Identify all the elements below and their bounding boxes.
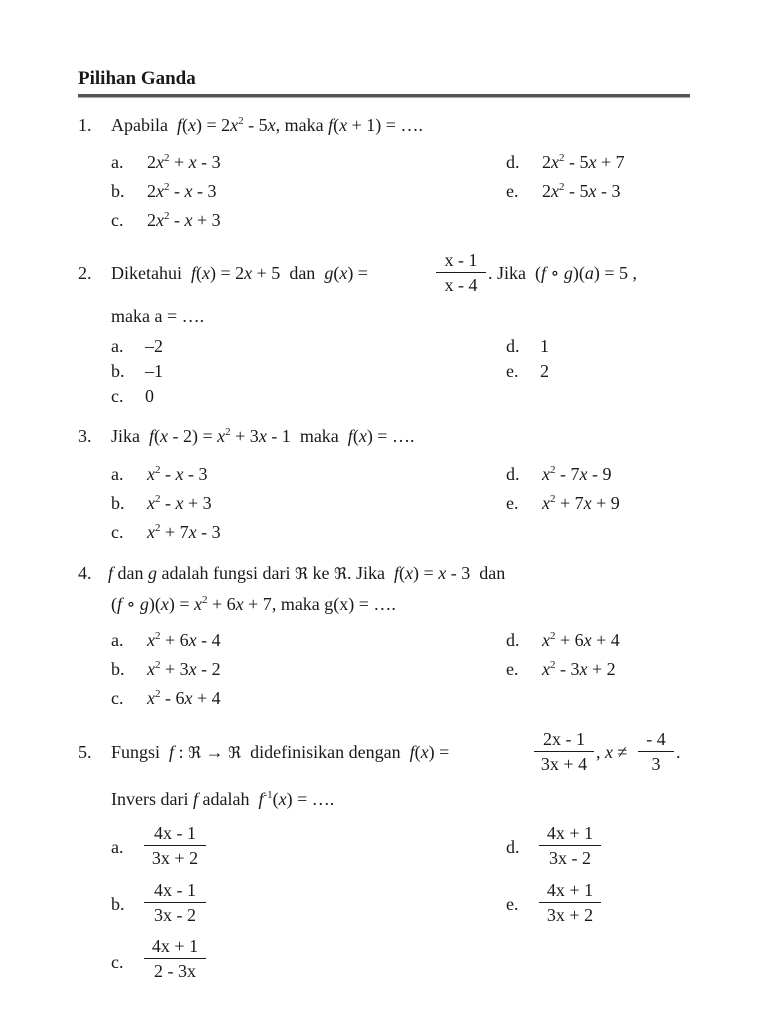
q2-fraction-numerator: x - 1 [444, 250, 478, 270]
q1-option-b: $2x^2$ - x - 3 [147, 181, 217, 201]
q1-option-e: $2x^2 - 5x - 3$ [542, 181, 621, 201]
q2-stem-line2: maka a = …. [111, 306, 205, 326]
q4-stem: f dan g adalah fungsi dari ℜ ke ℜ. Jika f(x) = x - 3 dan [108, 563, 506, 583]
q5-stem-line2: Invers dari f adalah $f^{-1}(x)$ = …. [111, 789, 335, 809]
q1-option-d-label: d. [506, 152, 520, 172]
q4-option-e: $x^2 - 3x + 2$ [542, 659, 616, 679]
q5-fraction-2-denominator: 3 [651, 754, 661, 774]
q5-fraction-2 [638, 727, 674, 776]
q1-number: 1. [78, 115, 92, 135]
q5-fraction-1-denominator: 3x + 4 [540, 754, 588, 774]
q5-option-e: 4x + 1 3x + 2 [539, 878, 601, 927]
q2-option-a-label: a. [111, 336, 124, 356]
q1-option-c-label: c. [111, 210, 124, 230]
q5-period: . [676, 742, 681, 762]
q3-option-b: $x^2 - x + 3$ [147, 493, 212, 513]
q5-option-a: 4x - 1 3x + 2 [144, 821, 206, 870]
q4-option-c-label: c. [111, 688, 124, 708]
q3-option-d-label: d. [506, 464, 520, 484]
q2-fraction-denominator: x - 4 [444, 275, 478, 295]
q5-fraction-1 [534, 727, 594, 776]
q5-option-d: 4x + 1 3x - 2 [539, 821, 601, 870]
q4-option-c: $x^2 - 6x + 4$ [147, 688, 221, 708]
q5-fraction-2-numerator: - 4 [646, 729, 666, 749]
q3-option-d: $x^2 - 7x - 9$ [542, 464, 612, 484]
q5-option-d-label: d. [506, 837, 520, 857]
q2-stem-part1: Diketahui f(x) = 2x + 5 dan g(x) = [111, 263, 368, 283]
q2-number: 2. [78, 263, 92, 283]
q5-option-e-label: e. [506, 894, 519, 914]
q4-number: 4. [78, 563, 92, 583]
q2-option-d: 1 [540, 336, 549, 356]
q5-condition: , x ≠ [596, 742, 628, 762]
q4-option-a-label: a. [111, 630, 124, 650]
q4-option-b: $x^2 + 3x - 2$ [147, 659, 221, 679]
q3-number: 3. [78, 426, 92, 446]
q5-stem-part1: Fungsi f : ℜ → ℜ didefinisikan dengan f(x) = [111, 742, 450, 762]
q2-option-e: 2 [540, 361, 549, 381]
q4-option-e-label: e. [506, 659, 519, 679]
q3-option-a-label: a. [111, 464, 124, 484]
q2-option-c: 0 [145, 386, 154, 406]
q4-option-d-label: d. [506, 630, 520, 650]
q5-option-c: 4x + 1 2 - 3x [144, 934, 206, 983]
q4-option-b-label: b. [111, 659, 125, 679]
q1-stem: Apabila $f(x) = 2x^2 - 5x$, maka f(x + 1) = …. [111, 115, 423, 135]
q2-option-a: –2 [145, 336, 163, 356]
q3-option-e: $x^2 + 7x + 9$ [542, 493, 620, 513]
title-rule [78, 94, 690, 98]
q3-option-e-label: e. [506, 493, 519, 513]
q5-option-a-label: a. [111, 837, 124, 857]
section-title: Pilihan Ganda [78, 68, 196, 89]
q3-stem: Jika $f(x - 2) = x^2 + 3x - 1$ maka f(x) = …. [111, 426, 415, 446]
q2-option-e-label: e. [506, 361, 519, 381]
q5-option-b-label: b. [111, 894, 125, 914]
q2-option-b: –1 [145, 361, 163, 381]
q1-option-a-label: a. [111, 152, 124, 172]
q5-option-c-label: c. [111, 952, 124, 972]
q2-option-b-label: b. [111, 361, 125, 381]
q3-option-a: $x^2$ - x - 3 [147, 464, 208, 484]
q3-option-c: $x^2 + 7x - 3$ [147, 522, 221, 542]
q3-option-b-label: b. [111, 493, 125, 513]
q1-option-e-label: e. [506, 181, 519, 201]
q2-fraction [436, 248, 486, 297]
q2-option-d-label: d. [506, 336, 520, 356]
q4-option-d: $x^2 + 6x + 4$ [542, 630, 620, 650]
q3-option-c-label: c. [111, 522, 124, 542]
q1-option-a: $2x^2 + x - 3$ [147, 152, 221, 172]
q4-option-a: $x^2 + 6x - 4$ [147, 630, 221, 650]
q1-option-b-label: b. [111, 181, 125, 201]
q2-option-c-label: c. [111, 386, 124, 406]
q5-fraction-1-numerator: 2x - 1 [543, 729, 585, 749]
q4-stem-line2: (f ∘ $g)(x) = x^2 + 6x + 7$, maka g(x) = …. [111, 594, 396, 614]
q2-stem-part2: . Jika (f ∘ g)(a) = 5 , [488, 263, 637, 283]
q5-number: 5. [78, 742, 92, 762]
q5-option-b: 4x - 1 3x - 2 [144, 878, 206, 927]
q1-option-d: $2x^2 - 5x + 7$ [542, 152, 625, 172]
q1-option-c: $2x^2 - x + 3$ [147, 210, 221, 230]
